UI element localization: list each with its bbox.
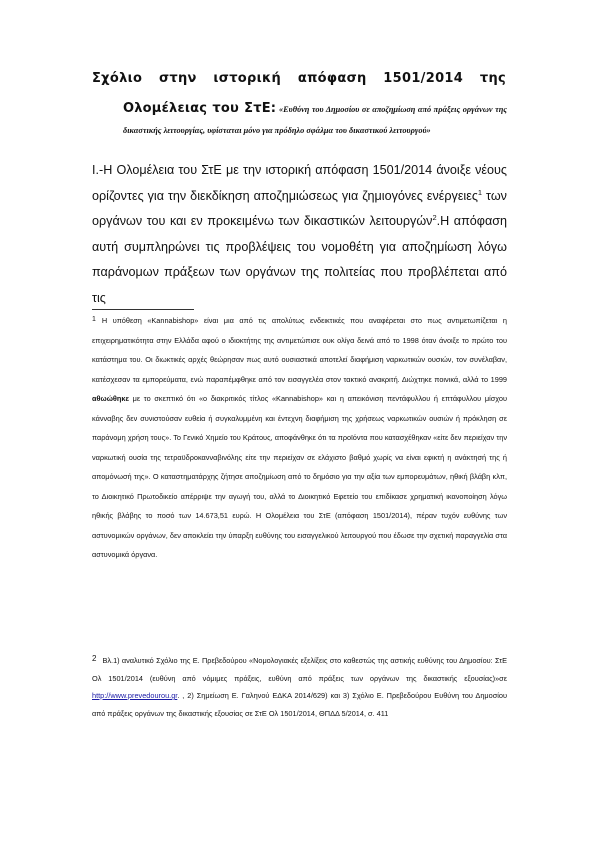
paragraph-part-3: .Η απόφαση αυτή συμπληρώνει τις προβλέψεις του νομοθέτη για αποζημίωση λόγω παράνομων πράξεων των οργάνων της πολιτείας που προβλέπεται από τις [92,214,507,305]
footnote-2-text-a: Βλ.1) αναλυτικό Σχόλιο της Ε. Πρεβεδούρου «Νομολογιακές εξελίξεις στο καθεστώς της αστικής ευθύνης του Δημοσίου: ΣτΕ Ολ 1501/2014 (ευθύνη από νόμιμες πράξεις, ευθύνη από πράξεις των οργάνων της δικαστικής εξουσίας)»σε [92,656,507,683]
footnote-ref-2[interactable]: 2 [432,213,437,222]
footnote-2-number: 2 [92,654,97,663]
prevedourou-link[interactable]: http://www.prevedourou.gr [92,691,178,700]
heading-lead: Ολομέλειας του ΣτΕ: [123,101,277,116]
footnote-2-text-b: . , 2) Σημείωση Ε. Γαληνού ΕΔΚΑ 2014/629) και 3) Σχόλιο Ε. Πρεβεδούρου Ευθύνη του Δημοσίου από πράξεις οργάνων της δικαστικής εξουσίας σε ΣτΕ Ολ 1501/2014, ΘΠΔΔ 5/2014, σ. 411 [92,691,507,718]
footnote-1-bold: αθωώθηκε [92,394,129,403]
heading-line-2 [123,99,507,141]
footnote-1-text-a: Η υπόθεση «Kannabishop» είναι μια από τις απολύτως ενδεικτικές που αναφέρεται στο πως αντιμετωπίζεται η επιχειρηματικότητα στην Ελλάδα αφού ο ιδιοκτήτης της αντιμετώπισε ουκ ολίγα δεινά από το 1998 όταν άνοιξε το πρώτο του κατάστημα του. Οι διωκτικές αρχές θεώρησαν πως αυτό ουσιαστικά αποτελεί διαφήμιση ναρκωτικών ουσιών, τον συνέλαβαν, κατέσχεσαν τα εμπορεύματα, ενώ παραπέμφθηκε από τον εισαγγελέα στον τακτικό ανακριτή. Διώχτηκε ποινικά, αλλά το 1999 [92,316,507,384]
paragraph-part-2: των οργάνων του και εν προκειμένω των δικαστικών λειτουργών [92,188,507,229]
footnote-1-text-b: με το σκεπτικό ότι «ο διακριτικός τίτλος «Kannabishop» και η απεικόνιση πεντάφυλλου ή επτάφυλλου μίσχου κάνναβης δεν συνιστούσαν ευθεία ή συγκαλυμμένη και έντεχνη διαφήμιση της χρήσεως ναρκωτικών ουσιών ή πρόκληση σε παράνομη χρήση τους». Το Γενικό Χημείο του Κράτους, αποφάνθηκε ότι τα προϊόντα που κατασχέθηκαν «είτε δεν περιείχαν την ναρκωτική ουσία της τετραϋδροκανναβινόλης είτε την περιείχαν σε ελάχιστο βαθμό χωρίς να είναι εφικτή η ανάκτησή της ή απομόνωσή της». Ο καταστηματάρχης ζήτησε αποζημίωση από το δημόσιο για την αξία των εμπορευμάτων, ηθική βλάβη κλπ, το Διοικητικό Πρωτοδικείο απέρριψε την αγωγή του, αλλά το Διοικητικό Εφετείο του επιδίκασε χρηματική ικανοποίηση λόγω ηθικής βλάβης το ποσό των 14.673,51 ευρώ. Η Ολομέλεια του ΣτΕ (απόφαση 1501/2014), πέραν τυχόν ευθύνης των αστυνομικών οργάνων, δεν αποκλείει την ύπαρξη ευθύνης του εισαγγελικού λειτουργού που έδωσε την σχετική παραγγελία στα αστυνομικά όργανα. [92,394,508,559]
footnote-1-number: 1 [92,316,96,323]
main-paragraph [92,158,507,312]
footnote-1 [92,310,507,565]
paragraph-part-1: I.-Η Ολομέλεια του ΣτΕ με την ιστορική απόφαση 1501/2014 άνοιξε νέους ορίζοντες για την διεκδίκηση αποζημιώσεως για ζημιογόνες ενέργειες [92,163,507,203]
heading-subtitle: «Ευθύνη του Δημοσίου σε αποζημίωση από πράξεις οργάνων της δικαστικής λειτουργίας, υφίσταται μόνο για πρόδηλο σφάλμα του δικαστικού λειτουργού» [123,105,508,135]
footnote-ref-1[interactable]: 1 [477,187,483,197]
heading-line-1: Σχόλιο στην ιστορική απόφαση 1501/2014 της [92,71,506,86]
footnote-2 [92,650,507,722]
